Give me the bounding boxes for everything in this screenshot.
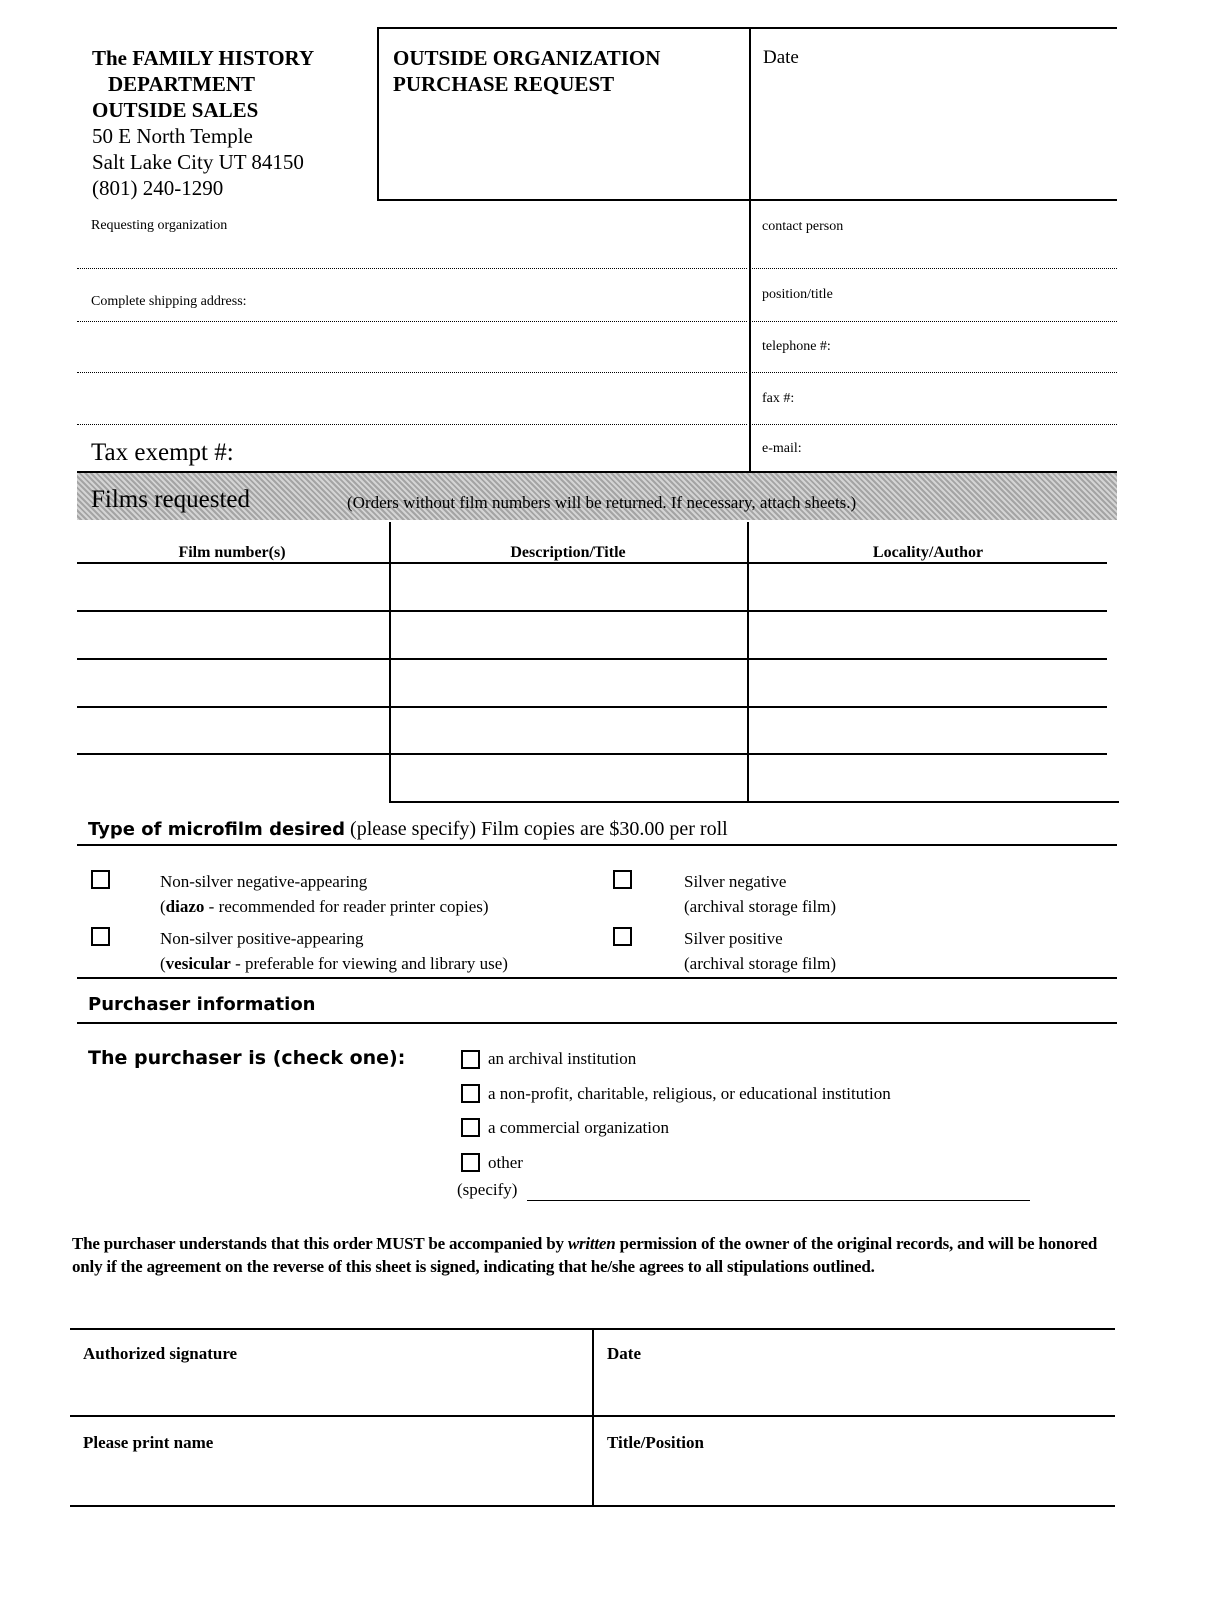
films-requested-banner — [77, 473, 1117, 520]
option-non-silver-positive — [160, 926, 508, 976]
specify-label: (specify) — [457, 1180, 518, 1199]
films-note: (Orders without film numbers will be returned. If necessary, attach sheets.) — [347, 493, 857, 512]
option-silver-negative — [684, 869, 836, 919]
purchaser-heading: Purchaser information — [88, 994, 316, 1015]
position-title-line[interactable] — [752, 321, 1117, 322]
shipping-address-line-2[interactable] — [77, 372, 747, 373]
department-name — [92, 45, 314, 123]
telephone-line[interactable] — [752, 372, 1117, 373]
header-date-label: Date — [763, 47, 799, 68]
microfilm-heading-bold: Type of microfilm desired — [88, 819, 346, 840]
org-line-3: OUTSIDE SALES — [92, 98, 259, 122]
film-table-row[interactable] — [77, 708, 1107, 753]
shipping-address-label: Complete shipping address: — [91, 294, 247, 309]
purchaser-check-label: The purchaser is (check one): — [88, 1047, 406, 1069]
shipping-address-line-3[interactable] — [77, 424, 747, 425]
option-label: Silver positive — [684, 929, 783, 948]
checkbox-other[interactable] — [461, 1153, 480, 1172]
purchaser-option-non-profit: a non-profit, charitable, religious, or educational institution — [488, 1084, 891, 1103]
fax-line[interactable] — [752, 424, 1117, 425]
position-title-label: position/title — [762, 287, 833, 302]
telephone-label: telephone #: — [762, 339, 831, 354]
purchaser-option-other: other — [488, 1153, 523, 1172]
contact-person-line[interactable] — [752, 268, 1117, 269]
contact-person-label: contact person — [762, 219, 844, 234]
requesting-org-line[interactable] — [77, 268, 747, 269]
film-table-row[interactable] — [77, 755, 1107, 801]
option-detail: (archival storage film) — [684, 897, 836, 916]
authorized-signature-field[interactable] — [70, 1370, 590, 1414]
option-label: Silver negative — [684, 872, 787, 891]
checkbox-commercial[interactable] — [461, 1118, 480, 1137]
title-position-label: Title/Position — [607, 1433, 704, 1452]
films-heading: Films requested — [91, 486, 251, 513]
header-date-field[interactable] — [752, 80, 1112, 190]
address-line-3: (801) 240-1290 — [92, 176, 224, 200]
form-title — [393, 45, 660, 97]
address-line-1: 50 E North Temple — [92, 124, 253, 148]
shipping-address-line-1[interactable] — [77, 321, 747, 322]
signature-date-field[interactable] — [595, 1370, 1115, 1414]
checkbox-silver-negative[interactable] — [613, 870, 632, 889]
option-detail: (diazo - recommended for reader printer copies) — [160, 897, 489, 916]
fax-label: fax #: — [762, 391, 795, 406]
checkbox-silver-positive[interactable] — [613, 927, 632, 946]
authorized-signature-label: Authorized signature — [83, 1344, 238, 1363]
purchaser-option-commercial: a commercial organization — [488, 1118, 669, 1137]
option-label: Non-silver positive-appearing — [160, 929, 364, 948]
checkbox-archival-institution[interactable] — [461, 1050, 480, 1069]
signature-date-label: Date — [607, 1344, 641, 1363]
microfilm-heading — [88, 818, 728, 841]
purchaser-option-archival: an archival institution — [488, 1049, 637, 1068]
film-table-row[interactable] — [77, 612, 1107, 658]
checkbox-non-silver-positive[interactable] — [91, 927, 110, 946]
address-line-2: Salt Lake City UT 84150 — [92, 150, 304, 174]
specify-line[interactable] — [527, 1200, 1030, 1201]
purchaser-notice: The purchaser understands that this order MUST be accompanied by written permission of the owner of the original records, and will be honored only if the agreement on the reverse of this sheet is signed, indicating that he/she agrees to all stipulations outlined. — [72, 1234, 1098, 1276]
column-header-description: Description/Title — [510, 544, 626, 561]
print-name-field[interactable] — [70, 1458, 590, 1504]
checkbox-non-silver-negative[interactable] — [91, 870, 110, 889]
option-non-silver-negative — [160, 869, 489, 919]
email-label: e-mail: — [762, 441, 802, 456]
option-detail: (archival storage film) — [684, 954, 836, 973]
org-line-2: DEPARTMENT — [108, 72, 256, 96]
microfilm-heading-rest: (please specify) Film copies are $30.00 per roll — [350, 818, 728, 840]
requesting-org-label: Requesting organization — [91, 218, 228, 233]
column-header-locality: Locality/Author — [872, 544, 984, 561]
option-silver-positive — [684, 926, 836, 976]
option-detail: (vesicular - preferable for viewing and library use) — [160, 954, 508, 973]
checkbox-non-profit[interactable] — [461, 1084, 480, 1103]
tax-exempt-label: Tax exempt #: — [91, 439, 234, 466]
form-title-line-1: OUTSIDE ORGANIZATION — [393, 46, 661, 70]
org-line-1: The FAMILY HISTORY — [92, 46, 315, 70]
option-label: Non-silver negative-appearing — [160, 872, 368, 891]
film-table-row[interactable] — [77, 564, 1107, 610]
film-table-row[interactable] — [77, 660, 1107, 706]
column-header-film-number: Film number(s) — [178, 544, 286, 561]
print-name-label: Please print name — [83, 1433, 214, 1452]
department-address — [92, 123, 304, 201]
title-position-field[interactable] — [595, 1458, 1115, 1504]
form-title-line-2: PURCHASE REQUEST — [393, 72, 615, 96]
